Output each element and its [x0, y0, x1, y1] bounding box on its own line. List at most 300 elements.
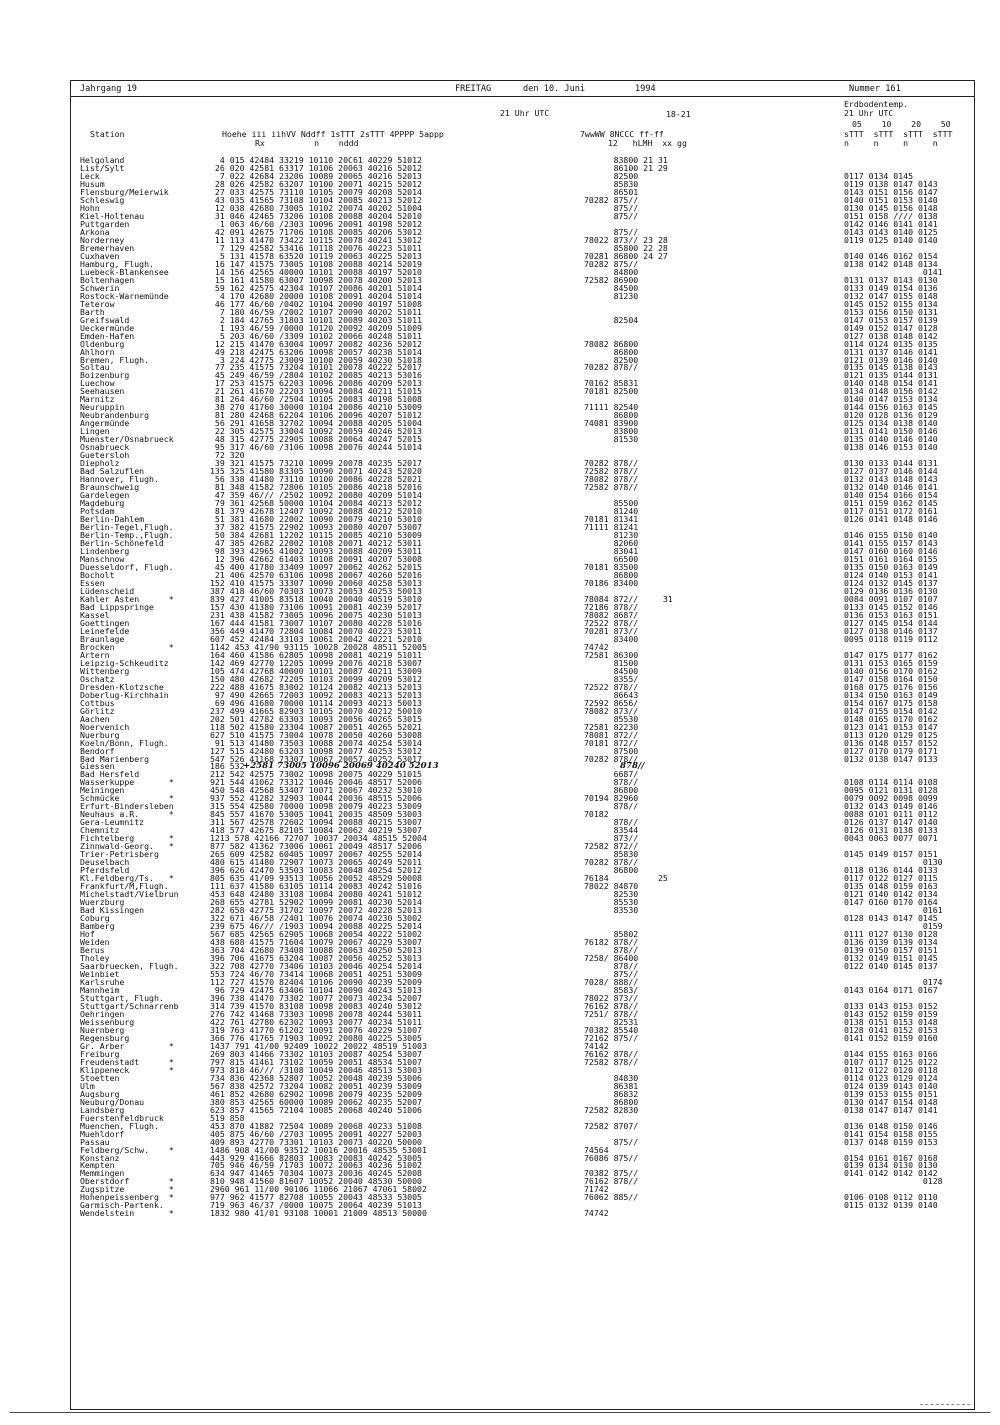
soil-temperatures: 0135 0145 0138 0143 — [844, 362, 938, 373]
soil-temperatures: 0161 — [844, 905, 943, 916]
soil-temperatures: 0119 0138 0147 0143 — [844, 178, 938, 189]
soil-temperatures: 0108 0114 0114 0108 — [844, 777, 938, 788]
group-7-8: 76162 878// — [584, 1176, 639, 1187]
group-7-8: 71111 82540 — [584, 402, 639, 413]
group-7-8: 85500 — [584, 498, 639, 509]
group-7-8: 72592 8656/ — [584, 697, 639, 708]
synop-codes: 56 338 41480 73110 10100 20086 40228 52021 — [210, 474, 422, 485]
soil-temperatures: 0118 0136 0144 0133 — [844, 865, 938, 876]
station-name: Greifswald — [80, 314, 130, 325]
group-7-8: 82500 — [584, 170, 639, 181]
station-name: Bad Kissingen — [80, 905, 145, 916]
station-name: Wasserkuppe * — [80, 777, 174, 788]
synop-codes: 45 249 46/59 /2804 10102 20085 40213 53016 — [210, 370, 422, 381]
synop-codes: 805 635 41/09 93513 10056 20052 48529 50008 — [210, 873, 422, 884]
synop-codes: 1 063 46/60 /2303 10096 20091 40198 52012 — [210, 218, 422, 229]
soil-temperatures: 0140 0146 0162 0154 — [844, 250, 938, 261]
group-7-8: 878// — [584, 960, 639, 971]
station-name: Trier-Petrisberg — [80, 849, 159, 860]
soil-temperatures: 0043 0063 0077 0071 — [844, 833, 938, 844]
synop-codes: 49 218 42475 63206 10098 20057 40238 51014 — [210, 346, 422, 357]
station-name: Hof — [80, 929, 95, 940]
synop-codes: 553 724 46/70 73414 10068 20051 40251 53009 — [210, 968, 422, 979]
group-7-8: 82530 — [584, 889, 639, 900]
soil-temperatures: 0146 0155 0150 0140 — [844, 530, 938, 541]
synop-codes: 322 671 46/58 /2401 10076 20074 40230 53002 — [210, 913, 422, 924]
group-7-8: 70282 878// — [584, 753, 639, 764]
synop-codes: 921 544 41062 73312 10046 20046 48517 52006 — [210, 777, 422, 788]
synop-codes: 118 502 41580 23304 10087 20051 40265 52021 — [210, 721, 422, 732]
group-7-8: 71742 — [584, 1184, 609, 1195]
synop-codes: 79 361 42568 50000 10104 20084 40213 52012 — [210, 498, 422, 509]
synop-codes: 15 161 41580 63007 10098 20078 40200 52013 — [210, 274, 422, 285]
soil-temperatures: 0127 0170 0179 0171 — [844, 745, 938, 756]
synop-codes: 977 962 41577 82708 10055 20043 48533 53005 — [210, 1192, 422, 1203]
soil-temperatures: 0123 0141 0153 0147 — [844, 721, 938, 732]
station-name: Klippeneck * — [80, 1064, 174, 1075]
station-name: Potsdam — [80, 506, 115, 517]
group-7-8: 81530 — [584, 434, 639, 445]
station-name: Oberstdorf * — [80, 1176, 174, 1187]
group-7-8: 78022 873// — [584, 992, 639, 1003]
group-7-8: 83800 — [584, 426, 639, 437]
synop-codes: 1486 908 41/00 93512 10016 20016 48535 53001 — [210, 1144, 427, 1155]
erdboden-title: Erdbodentemp. — [844, 99, 909, 109]
station-name: Puttgarden — [80, 218, 130, 229]
synop-codes: 81 264 46/60 /2504 10105 20083 40198 51008 — [210, 394, 422, 405]
group-7-8: 85802 — [584, 929, 639, 940]
group-7-8: 78082 8687/ — [584, 609, 639, 620]
soil-temperatures: 0130 — [844, 857, 943, 868]
synop-codes: 839 427 41005 83518 10040 20040 40519 53010 — [210, 593, 422, 604]
synop-codes: 12 038 42680 73005 10102 20074 40202 51004 — [210, 202, 422, 213]
soil-temperatures: 0147 0160 0160 0146 — [844, 546, 938, 557]
station-name: Pferdsfeld — [80, 865, 130, 876]
group-7-8: 83041 — [584, 546, 639, 557]
synop-codes: 2960 961 11/00 90106 11066 21067 47061 58002 — [210, 1184, 427, 1195]
soil-temperatures: 0139 0150 0157 0151 — [844, 945, 938, 956]
station-name: Schmücke * — [80, 793, 174, 804]
group-7-8: 70162 85831 — [584, 378, 639, 389]
station-name: Karlsruhe — [80, 976, 125, 987]
synop-codes: 453 870 41882 72504 10089 20068 40233 51008 — [210, 1120, 422, 1131]
synop-codes: 28 026 42582 63207 10100 20071 40215 52012 — [210, 178, 422, 189]
soil-temperatures: 0128 — [844, 1176, 943, 1187]
synop-codes: 39 321 41575 73210 10099 20078 40235 52017 — [210, 458, 422, 469]
station-name: Deuselbach — [80, 857, 130, 868]
group-7-8: 875// — [584, 968, 639, 979]
soil-temperatures: 0127 0138 0148 0142 — [844, 330, 938, 341]
group-7-8: 70382 85540 — [584, 1024, 639, 1035]
soil-temperatures: 0126 0131 0138 0133 — [844, 825, 938, 836]
station-name: Freiburg — [80, 1048, 120, 1059]
station-name: Ueckermünde — [80, 322, 135, 333]
soil-temp-heading: sTTT sTTT sTTT sTTT — [844, 129, 953, 139]
synop-codes: 222 488 41675 83002 10124 20082 40213 52013 — [210, 681, 422, 692]
station-name: Wuerzburg — [80, 897, 125, 908]
group-7-8: 70181 83500 — [584, 561, 639, 572]
synop-codes: 363 704 42680 73408 10088 20063 40250 52013 — [210, 945, 422, 956]
soil-temperatures: 0132 0143 0149 0146 — [844, 801, 938, 812]
station-heading: Station — [90, 129, 125, 139]
station-name: Gardelegen — [80, 490, 130, 501]
group-7-8: 86381 — [584, 1080, 639, 1091]
group-7-8: 875// — [584, 1136, 639, 1147]
synop-codes: 26 020 42581 63317 10106 20063 40216 52012 — [210, 162, 422, 173]
group-7-8: 76062 885// — [584, 1192, 639, 1203]
soil-temperatures: 0144 0155 0163 0166 — [844, 1048, 938, 1059]
synop-codes: 627 510 41575 73004 10078 20050 40260 53008 — [210, 729, 422, 740]
soil-temperatures: 0174 — [844, 976, 943, 987]
station-name: Görlitz — [80, 705, 115, 716]
soil-temperatures: 0114 0123 0129 0124 — [844, 1072, 938, 1083]
station-name: Kassel — [80, 609, 110, 620]
synop-codes: 265 609 42582 60405 10097 20067 40255 52014 — [210, 849, 422, 860]
station-name: Muenchen, Flugh. — [80, 1120, 159, 1131]
soil-temperatures: 0124 0132 0145 0137 — [844, 577, 938, 588]
group-7-8: 86800 — [584, 1096, 639, 1107]
station-name: Bremerhaven — [80, 242, 135, 253]
soil-temperatures: 0126 0137 0147 0140 — [844, 817, 938, 828]
synop-codes: 396 738 41470 73302 10077 20073 40234 52007 — [210, 992, 422, 1003]
group-7-8: 83530 — [584, 905, 639, 916]
station-name: Cottbus — [80, 697, 115, 708]
synop-codes: 105 474 42768 40000 10101 20087 40211 53009 — [210, 665, 422, 676]
station-name: Kempten — [80, 1160, 115, 1171]
synop-codes: 14 156 42565 40000 10101 20088 40197 52010 — [210, 266, 422, 277]
synop-codes: 47 385 42682 22002 10108 20071 40212 53011 — [210, 538, 422, 549]
station-name: Helgoland — [80, 155, 125, 165]
group-7-8: 70282 875// — [584, 194, 639, 205]
synop-codes: 112 727 41570 82404 10106 20090 40239 52009 — [210, 976, 422, 987]
synop-codes: 212 542 42575 73002 10098 20075 40229 51015 — [210, 769, 422, 780]
soil-temperatures: 0114 0124 0135 0135 — [844, 338, 938, 349]
station-name: Regensburg — [80, 1032, 130, 1043]
synop-codes: 56 291 41658 32702 10094 20088 40205 51004 — [210, 418, 422, 429]
station-name: Seehausen — [80, 386, 125, 397]
synop-codes: 547 526 41168 73307 10067 20057 40252 53017 — [210, 753, 422, 764]
station-name: List/Sylt — [80, 162, 125, 173]
group-7-8: 70182 — [584, 809, 609, 820]
giessen-handwritten-group: 878// — [620, 760, 645, 771]
station-name: Neuhaus a.R. * — [80, 809, 174, 820]
station-name: Bocholt — [80, 569, 115, 580]
scan-mark — [920, 1404, 970, 1405]
synop-codes: 422 761 42780 62302 10093 20077 40234 51011 — [210, 1016, 422, 1027]
synop-codes: 111 637 41580 63105 10114 20083 40242 51016 — [210, 881, 422, 892]
synop-codes: 237 499 41665 82903 10105 20070 40212 50010 — [210, 705, 422, 716]
synop-codes: 95 317 46/60 /3106 10098 20076 40244 51014 — [210, 442, 422, 453]
utc21-heading: 21 Uhr UTC — [500, 108, 550, 118]
station-name: Muenster/Osnabrueck — [80, 434, 174, 445]
station-name: Berus — [80, 945, 105, 956]
soil-temperatures: 0135 0150 0163 0149 — [844, 561, 938, 572]
group-7-8: 82504 — [584, 314, 639, 325]
soil-temperatures: 0153 0156 0150 0131 — [844, 306, 938, 317]
group-7-8: 72582 86900 — [584, 274, 639, 285]
soil-temperatures: 0121 0139 0146 0140 — [844, 354, 938, 365]
group-7-8: 86800 — [584, 785, 639, 796]
station-name: Marnitz — [80, 394, 115, 405]
group-7-8: 875// — [584, 210, 639, 221]
synop-codes: 480 615 41480 72907 10073 20065 40249 52011 — [210, 857, 422, 868]
group-7-8: 82500 — [584, 354, 639, 365]
synop-codes: 12 215 41470 63004 10097 20082 40236 52012 — [210, 338, 422, 349]
station-name: Essen — [80, 577, 105, 588]
station-name: Doberlug-Kirchhain — [80, 689, 169, 700]
group-7-8: 86800 — [584, 569, 639, 580]
synop-codes: 409 893 42770 73301 10103 20073 40220 50000 — [210, 1136, 422, 1147]
station-name: Norderney — [80, 234, 125, 245]
group-7-8: 74081 83900 — [584, 418, 639, 429]
soil-temperatures: 0136 0148 0157 0152 — [844, 737, 938, 748]
synop-codes: 38 270 41760 30000 10104 20086 40210 53009 — [210, 402, 422, 413]
group-7-8: 8583/ — [584, 984, 639, 995]
soil-temperatures: 0141 0152 0159 0160 — [844, 1032, 938, 1043]
group-7-8: 72582 82830 — [584, 1104, 639, 1115]
station-name: Bad Salzuflen — [80, 466, 145, 477]
group-7-8: 76086 875// — [584, 1152, 639, 1163]
station-name: Wittenberg — [80, 665, 130, 676]
synop-codes: 16 147 41575 73005 10108 20088 40214 52019 — [210, 258, 422, 269]
synop-codes: 239 675 46/// /1903 10094 20088 40225 52014 — [210, 921, 422, 932]
soil-temperatures: 0132 0149 0151 0145 — [844, 953, 938, 963]
soil-temperatures: 0129 0136 0136 0130 — [844, 585, 938, 596]
synop-codes: 17 253 41575 62203 10096 20086 40209 52013 — [210, 378, 422, 389]
soil-temperatures: 0143 0151 0156 0147 — [844, 186, 938, 197]
group-7-8: 82531 — [584, 1016, 639, 1027]
station-name: Brocken * — [80, 641, 174, 652]
station-name: Boltenhagen — [80, 274, 135, 285]
station-name: Neuburg/Donau — [80, 1096, 145, 1107]
synop-codes: 7 180 46/59 /2002 10107 20090 40202 51011 — [210, 306, 422, 317]
group-7-8: 84500 — [584, 665, 639, 676]
soil-temperatures: 0143 0143 0140 0125 — [844, 226, 938, 237]
station-name: Weiden — [80, 937, 110, 948]
station-name: Duesseldorf, Flugh. — [80, 561, 174, 572]
soil-temperatures: 0128 0143 0147 0145 — [844, 913, 938, 924]
soil-temperatures: 0147 0155 0154 0142 — [844, 705, 938, 716]
group-7-8: 70282 878// — [584, 857, 639, 868]
station-name: Flensburg/Meierwik — [80, 186, 169, 197]
group-7-8: 70186 83400 — [584, 577, 639, 588]
synop-codes: 311 567 42578 72602 10094 20088 40215 53007 — [210, 817, 422, 828]
group-7-8: 86800 — [584, 410, 639, 421]
soil-temperatures: 0140 0154 0166 0154 — [844, 490, 938, 501]
soil-temperatures: 0136 0139 0139 0134 — [844, 937, 938, 948]
group-7-8: 85530 — [584, 713, 639, 724]
synop-codes: 607 452 42484 33103 10061 20042 40221 52010 — [210, 633, 422, 644]
station-name: Koeln/Bonn, Flugh. — [80, 737, 169, 748]
soil-temperatures: 0147 0153 0157 0139 — [844, 314, 938, 325]
group7-subheading: 12 hLMH xx gg — [608, 138, 687, 148]
group-7-8: 76162 878// — [584, 1000, 639, 1011]
synop-codes: 877 582 41362 73006 10061 20049 48517 52006 — [210, 841, 422, 852]
group-7-8: 878// — [584, 777, 639, 788]
soil-temperatures: 0117 0134 0145 — [844, 170, 914, 181]
group-7-8: 72582 878// — [584, 1056, 639, 1067]
synop-codes: 322 708 42770 73406 10103 20046 40254 52014 — [210, 960, 422, 971]
group-7-8: 83800 21 31 — [584, 155, 668, 165]
soil-temperatures: 0151 0161 0164 0155 — [844, 554, 938, 564]
synop-codes: 450 548 42568 53407 10071 20067 40232 53010 — [210, 785, 422, 796]
synop-codes: 719 963 46/37 /0000 10075 20064 40239 51013 — [210, 1200, 422, 1211]
soil-temperatures: 0147 0158 0164 0150 — [844, 673, 938, 684]
soil-temperatures: 0133 0143 0153 0152 — [844, 1000, 938, 1011]
group-7-8: 76182 878// — [584, 937, 639, 948]
station-name: Noervenich — [80, 721, 130, 732]
soil-temperatures: 0132 0138 0147 0133 — [844, 753, 938, 764]
group-7-8: 873// — [584, 833, 639, 844]
group-7-8: 878// — [584, 817, 639, 828]
soil-temperatures: 0139 0134 0130 0130 — [844, 1160, 938, 1171]
station-name: Osnabrueck — [80, 442, 130, 453]
station-name: Neubrandenburg — [80, 410, 150, 421]
station-name: Mannheim — [80, 984, 120, 995]
station-name: Oldenburg — [80, 338, 125, 349]
synop-codes: 396 706 41675 63204 10087 20056 40252 53013 — [210, 953, 422, 963]
synop-codes: 97 490 42665 72003 10092 20083 40213 52013 — [210, 689, 422, 700]
station-name: Augsburg — [80, 1088, 120, 1099]
group-7-8: 70282 878// — [584, 458, 639, 469]
group-7-8: 76184 25 — [584, 873, 668, 884]
soil-temperatures: 0127 0145 0154 0144 — [844, 617, 938, 628]
group-7-8: 72186 878// — [584, 601, 639, 612]
synop-codes: 282 658 42775 31702 10097 20072 40228 52013 — [210, 905, 422, 916]
soil-temperatures: 0159 — [844, 921, 943, 932]
group-7-8: 6687/ — [584, 769, 639, 780]
synop-codes: 1213 578 42166 72707 10037 20034 48515 52004 — [210, 833, 427, 844]
year-label: Jahrgang 19 — [80, 84, 137, 94]
station-name: Berlin-Tegel,Flugh. — [80, 522, 174, 533]
page-bottom-rule — [10, 1412, 990, 1413]
station-name: Berlin-Dahlem — [80, 514, 145, 525]
station-name: Arkona — [80, 226, 110, 237]
station-name: Schleswig — [80, 194, 125, 205]
soil-temperatures: 0117 0122 0127 0115 — [844, 873, 938, 884]
soil-temperatures: 0095 0118 0119 0112 — [844, 633, 938, 644]
group-7-8: 878// — [584, 801, 639, 812]
group-7-8: 70181 82500 — [584, 386, 639, 397]
group-7-8: 81230 — [584, 290, 639, 301]
station-name: Kiel-Holtenau — [80, 210, 145, 221]
station-name: Angermünde — [80, 418, 130, 429]
station-name: Lindenberg — [80, 546, 130, 557]
soil-temperatures: 0132 0147 0155 0148 — [844, 290, 938, 301]
station-name: Tholey — [80, 953, 110, 963]
synop-codes: 405 875 46/60 /2703 10095 20091 40227 52003 — [210, 1128, 422, 1139]
soil-temperatures: 0141 0142 0142 0142 — [844, 1168, 938, 1179]
soil-temperatures: 0120 0128 0136 0129 — [844, 410, 938, 421]
group-7-8: 74564 — [584, 1144, 609, 1155]
synop-codes: 43 035 41565 73108 10104 20085 40213 52012 — [210, 194, 422, 205]
synop-codes: 150 480 42682 72205 10103 20099 40209 53012 — [210, 673, 422, 684]
group-7-8: 74742 — [584, 641, 609, 652]
synop-codes: 45 400 41780 33409 10097 20062 40262 52015 — [210, 561, 422, 572]
soil-temperatures: 0133 0149 0154 0136 — [844, 282, 938, 293]
synop-codes: 438 688 41575 71604 10079 20067 40229 53007 — [210, 937, 422, 948]
group-7-8: 78084 872// 31 — [584, 593, 673, 604]
soil-temperatures: 0143 0152 0159 0159 — [844, 1008, 938, 1019]
station-name: Neuruppin — [80, 402, 125, 413]
station-name: Michelstadt/Vielbrun — [80, 889, 179, 900]
group-7-8: 72162 875// — [584, 1032, 639, 1043]
group-7-8: 81500 — [584, 657, 639, 668]
synop-codes: 623 857 41565 72104 10085 20068 40240 51006 — [210, 1104, 422, 1115]
group-7-8: 70282 875// — [584, 258, 639, 269]
synop-codes: 96 729 42475 63406 10104 20090 40243 51013 — [210, 984, 422, 995]
group-7-8: 70282 878// — [584, 362, 639, 373]
station-name: Goettingen — [80, 617, 130, 628]
station-name: Zinnwald-Georg. * — [80, 841, 174, 852]
soil-temperatures: 0135 0148 0159 0163 — [844, 881, 938, 892]
station-name: Gr. Arber * — [80, 1040, 174, 1051]
issue-number: Nummer 161 — [849, 84, 901, 94]
synop-codes: 81 348 41582 72806 10105 20086 40218 52016 — [210, 482, 422, 493]
group-7-8: 72581 86300 — [584, 649, 639, 660]
header-rule — [70, 96, 975, 97]
soil-temperatures: 0127 0138 0146 0137 — [844, 625, 938, 636]
soil-temperatures: 0140 0148 0154 0141 — [844, 378, 938, 389]
group-7-8: 86832 — [584, 1088, 639, 1099]
synop-codes: 356 449 41470 72804 10084 20070 40223 53011 — [210, 625, 422, 636]
soil-temperatures: 0122 0140 0145 0137 — [844, 960, 938, 971]
station-name: Chemnitz — [80, 825, 120, 836]
group-7-8: 878// — [584, 945, 639, 956]
soil-temperatures: 0132 0140 0146 0141 — [844, 482, 938, 493]
soil-temperatures: 0112 0122 0120 0118 — [844, 1064, 938, 1075]
soil-temperatures: 0121 0135 0144 0131 — [844, 370, 938, 381]
soil-temperatures: 0124 0140 0153 0141 — [844, 569, 938, 580]
station-name: Ahlhorn — [80, 346, 115, 357]
station-name: Weissenburg — [80, 1016, 135, 1027]
day-label: FREITAG — [455, 84, 492, 94]
group-7-8: 70181 872// — [584, 737, 639, 748]
synop-codes: 21 406 42570 63106 10098 20067 40260 52016 — [210, 569, 422, 580]
station-name: Frankfurt/M,Flugh. — [80, 881, 169, 892]
station-name: Passau — [80, 1136, 110, 1147]
synop-codes: 142 469 42770 12205 10099 20076 40218 53007 — [210, 657, 422, 668]
synop-codes: 461 852 42680 62902 10098 20079 40235 52009 — [210, 1088, 422, 1099]
soil-temperatures: 0145 0152 0155 0134 — [844, 298, 938, 309]
group-7-8: 70181 81341 — [584, 514, 639, 525]
group-7-8: 78022 873// 23 28 — [584, 234, 668, 245]
soil-temperatures: 0139 0153 0155 0151 — [844, 1088, 938, 1099]
group-7-8: 86800 — [584, 346, 639, 357]
station-name: Diepholz — [80, 458, 120, 469]
synop-codes: 11 113 41470 73422 10115 20078 40241 53012 — [210, 234, 422, 245]
synop-codes: 705 946 46/59 /1703 10072 20063 40236 51002 — [210, 1160, 422, 1171]
synop-codes: 3 224 42775 23009 10100 20059 40230 51018 — [210, 354, 422, 365]
group-7-8: 85830 — [584, 178, 639, 189]
soil-temperatures: 0140 0156 0170 0162 — [844, 665, 938, 676]
group-7-8: 72581 82230 — [584, 721, 639, 732]
station-name: Lüdenscheid — [80, 585, 135, 596]
group-7-8: 74742 — [584, 1208, 609, 1219]
synop-codes: 634 947 41465 70304 10073 20036 40245 52008 — [210, 1168, 422, 1179]
synop-codes: 127 515 42480 63203 10098 20077 40253 53012 — [210, 745, 422, 756]
soil-temperatures: 0131 0141 0150 0146 — [844, 426, 938, 437]
soil-temperatures: 0154 0161 0167 0168 — [844, 1152, 938, 1163]
station-name: Artern — [80, 649, 110, 660]
synop-codes: 453 648 42480 33108 10084 20080 40241 51012 — [210, 889, 422, 900]
group-7-8: 85800 22 28 — [584, 242, 668, 253]
soil-temperatures: 0168 0175 0176 0156 — [844, 681, 938, 692]
station-name: Konstanz — [80, 1152, 120, 1163]
synop-codes: 396 626 42470 53503 10083 20048 40254 52012 — [210, 865, 422, 876]
utc18-21-heading: 18-21 — [666, 109, 691, 119]
synop-codes: 734 836 42368 52807 10052 20048 40239 53006 — [210, 1072, 422, 1083]
